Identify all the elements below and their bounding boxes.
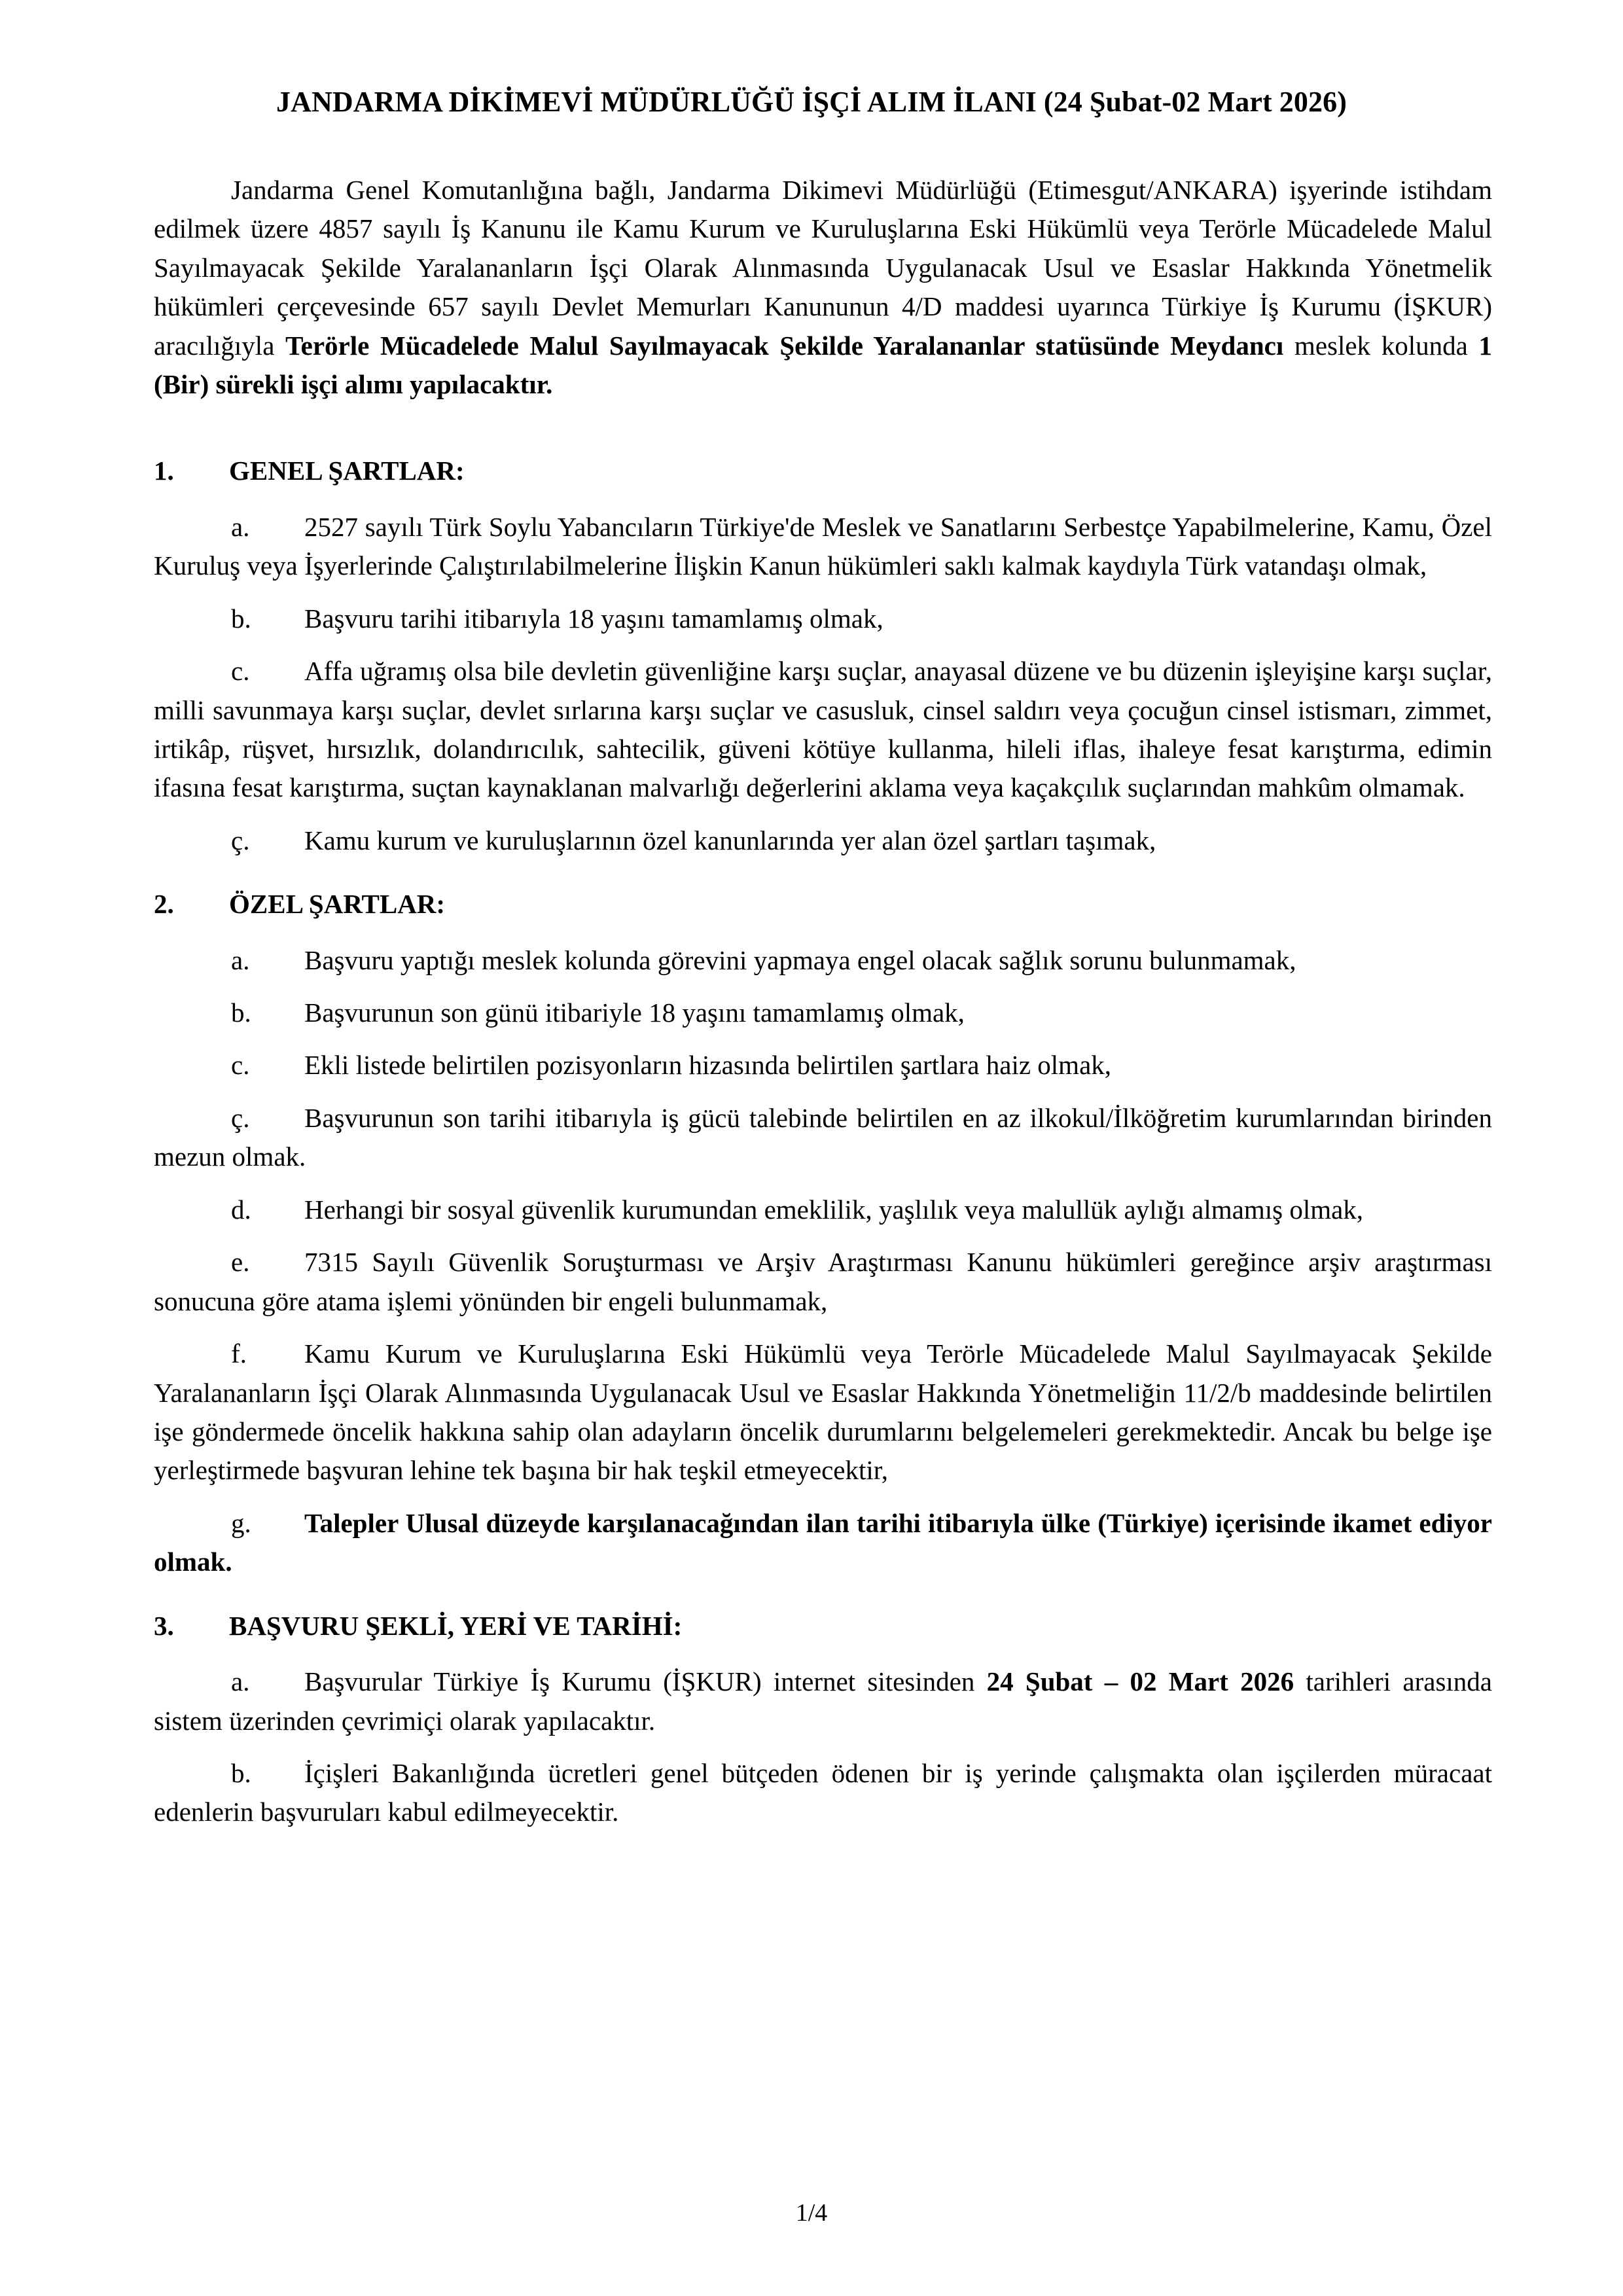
item-letter: c.: [231, 1050, 250, 1081]
list-item: [154, 652, 1492, 808]
section-number-1: 1.: [154, 456, 174, 486]
item-text: 2527 sayılı Türk Soylu Yabancıların Türkiye'de Meslek ve Sanatlarını Serbestçe Yapabilmelerine, Kamu, Özel Kuruluş veya İşyerlerinde Çalıştırılabilmelerine İlişkin Kanun hükümleri saklı kalmak kaydıyla Türk vatandaşı olmak,: [154, 511, 1492, 581]
list-item: [154, 821, 1492, 860]
item-text: Başvuru tarihi itibarıyla 18 yaşını tamamlamış olmak,: [304, 603, 883, 634]
item-letter: b.: [231, 603, 251, 634]
item-letter: ç.: [231, 1102, 250, 1133]
list-item: [154, 1191, 1492, 1229]
page-footer: [0, 2200, 1623, 2225]
item-letter: ç.: [231, 825, 250, 855]
list-item: [154, 1335, 1492, 1490]
item-letter: a.: [231, 944, 250, 975]
list-item: [154, 1662, 1492, 1740]
item-letter: a.: [231, 511, 250, 542]
item-text: Affa uğramış olsa bile devletin güvenliğine karşı suçlar, anayasal düzene ve bu düzenin işleyişine karşı suçlar, milli savunmaya karşı suçlar, devlet sırlarına karşı suçlar ve casusluk, cinsel saldırı veya çocuğun cinsel istismarı, zimmet, irtikâp, rüşvet, hırsızlık, dolandırıcılık, sahtecilik, güveni kötüye kullanma, hileli iflas, ihaleye fesat karıştırma, edimin ifasına fesat karıştırma, suçtan kaynaklanan malvarlığı değerlerini aklama veya kaçakçılık suçlarından mahkûm olmamak.: [154, 656, 1492, 803]
intro-bold-status: Terörle Mücadelede Malul Sayılmayacak Şekilde Yaralananlar statüsünde Meydancı: [285, 330, 1284, 361]
section-title-3: BAŞVURU ŞEKLİ, YERİ VE TARİHİ:: [229, 1610, 683, 1641]
section-heading-3: [154, 1608, 1492, 1644]
section-title-2: ÖZEL ŞARTLAR:: [229, 889, 446, 920]
section-title-1: GENEL ŞARTLAR:: [229, 456, 465, 486]
item-letter: d.: [231, 1194, 251, 1225]
page-number: 1/4: [795, 2199, 828, 2227]
list-item: [154, 1504, 1492, 1582]
item-letter: b.: [231, 997, 251, 1028]
intro-text-part1: Jandarma Genel Komutanlığına bağlı, Jandarma Dikimevi Müdürlüğü (Etimesgut/ANKARA) işyerinde istihdam edilmek üzere 4857 sayılı İş Kanunu ile Kamu Kurum ve Kuruluşlarına Eski Hükümlü veya Terörle Mücadelede Malul Sayılmayacak Şekilde Yaralananların İşçi Olarak Alınmasında Uygulanacak Usul ve Esaslar Hakkında Yönetmelik hükümleri çerçevesinde 657 sayılı Devlet Memurları Kanununun 4/D maddesi uyarınca Türkiye İş Kurumu (İŞKUR) aracılığıyla: [154, 174, 1492, 361]
item-text: 7315 Sayılı Güvenlik Soruşturması ve Arşiv Araştırması Kanunu hükümleri gereğince arşiv araştırması sonucuna göre atama işlemi yönünden bir engeli bulunmamak,: [154, 1247, 1492, 1316]
item-text-bold: Talepler Ulusal düzeyde karşılanacağından ilan tarihi itibarıyla ülke (Türkiye) içerisinde ikamet ediyor olmak.: [154, 1507, 1492, 1577]
section-number-2: 2.: [154, 889, 174, 920]
list-item: [154, 1754, 1492, 1832]
item-text: İçişleri Bakanlığında ücretleri genel bütçeden ödenen bir iş yerinde çalışmakta olan işçilerden müracaat edenlerin başvuruları kabul edilmeyecektir.: [154, 1757, 1492, 1827]
item-letter: g.: [231, 1507, 251, 1538]
list-item: [154, 1243, 1492, 1321]
list-item: [154, 1099, 1492, 1177]
intro-paragraph: [154, 171, 1492, 404]
spacer: [154, 418, 1492, 427]
item-text: Başvuru yaptığı meslek kolunda görevini yapmaya engel olacak sağlık sorunu bulunmamak,: [304, 944, 1296, 975]
item-letter: b.: [231, 1757, 251, 1788]
item-letter: a.: [231, 1666, 250, 1697]
item-text-after: tarihleri arasında sistem üzerinden çevrimiçi olarak yapılacaktır.: [154, 1666, 1492, 1736]
intro-bold-count: 1 (Bir) sürekli işçi alımı yapılacaktır.: [154, 330, 1492, 399]
list-item: [154, 600, 1492, 638]
item-text: Ekli listede belirtilen pozisyonların hizasında belirtilen şartlara haiz olmak,: [304, 1050, 1112, 1081]
item-text: Başvurunun son günü itibariyle 18 yaşını tamamlamış olmak,: [304, 997, 965, 1028]
item-letter: f.: [231, 1338, 247, 1369]
section-heading-1: [154, 453, 1492, 489]
list-item: [154, 1046, 1492, 1085]
intro-text-part2: meslek kolunda: [1283, 330, 1479, 361]
page-title: JANDARMA DİKİMEVİ MÜDÜRLÜĞÜ İŞÇİ ALIM İLANI (24 Şubat-02 Mart 2026): [276, 86, 1347, 118]
item-text: Kamu kurum ve kuruluşlarının özel kanunlarında yer alan özel şartları taşımak,: [304, 825, 1156, 855]
item-text-before: Başvurular Türkiye İş Kurumu (İŞKUR) internet sitesinden: [304, 1666, 987, 1697]
item-text-bold-date: 24 Şubat – 02 Mart 2026: [986, 1666, 1294, 1697]
list-item: [154, 508, 1492, 586]
item-text: Kamu Kurum ve Kuruluşlarına Eski Hükümlü veya Terörle Mücadelede Malul Sayılmayacak Şekilde Yaralananların İşçi Olarak Alınmasında Uygulanacak Usul ve Esaslar Hakkında Yönetmeliğin 11/2/b maddesinde belirtilen işe göndermede öncelik hakkına sahip olan adayların öncelik durumlarını belgelemeleri gerekmektedir. Ancak bu belge işe yerleştirmede başvuran lehine tek başına bir hak teşkil etmeyecektir,: [154, 1338, 1492, 1486]
list-item: [154, 994, 1492, 1032]
item-letter: e.: [231, 1247, 250, 1278]
item-text: Başvurunun son tarihi itibarıyla iş gücü talebinde belirtilen en az ilkokul/İlköğretim kurumlarından birinden mezun olmak.: [154, 1102, 1492, 1172]
section-heading-2: [154, 886, 1492, 922]
item-letter: c.: [231, 656, 250, 687]
list-item: [154, 941, 1492, 980]
item-text: Herhangi bir sosyal güvenlik kurumundan emeklilik, yaşlılık veya malullük aylığı almamış olmak,: [304, 1194, 1364, 1225]
section-number-3: 3.: [154, 1610, 174, 1641]
